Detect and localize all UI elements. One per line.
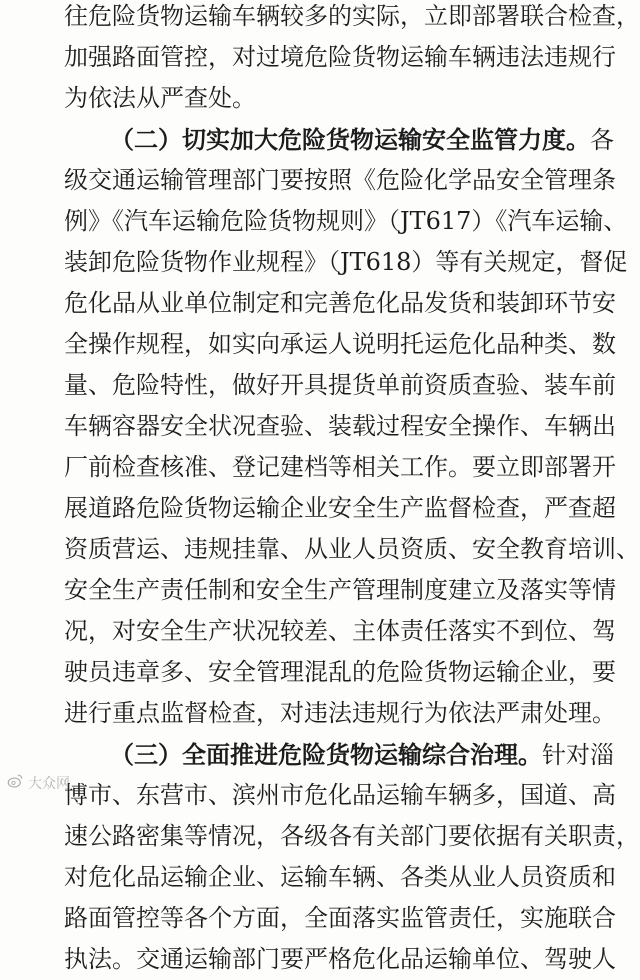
text-line: 驶员违章多、安全管理混乱的危险货物运输企业，要 bbox=[64, 658, 616, 686]
text-line: 执法。交通运输部门要严格危化品运输单位、驾驶人 bbox=[64, 945, 616, 973]
text-line: 厂前检查核准、登记建档等相关工作。要立即部署开 bbox=[64, 453, 616, 481]
document-page bbox=[64, 0, 640, 980]
text-span: 各 bbox=[590, 126, 614, 154]
text-line: 博市、东营市、滨州市危化品运输车辆多，国道、高 bbox=[64, 781, 616, 809]
text-line: 安全生产责任制和安全生产管理制度建立及落实等情 bbox=[64, 576, 616, 604]
text-line: 对危化品运输企业、运输车辆、各类从业人员资质和 bbox=[64, 863, 616, 891]
section-heading: （二）切实加大危险货物运输安全监管力度。 bbox=[110, 125, 590, 154]
text-line: 车辆容器安全状况查验、装载过程安全操作、车辆出 bbox=[64, 412, 616, 440]
watermark bbox=[6, 772, 70, 794]
text-line: 例》《汽车运输危险货物规则》（JT617）《汽车运输、 bbox=[64, 207, 628, 235]
text-line: 往危险货物运输车辆较多的实际，立即部署联合检查， bbox=[64, 2, 640, 30]
text-line: 全操作规程，如实向承运人说明托运危化品种类、数 bbox=[64, 330, 616, 358]
text-line: 展道路危险货物运输企业安全生产监督检查，严查超 bbox=[64, 494, 616, 522]
text-line: 进行重点监督检查，对违法违规行为依法严肃处理。 bbox=[64, 699, 616, 727]
text-line: 危化品从业单位制定和完善危化品发货和装卸环节安 bbox=[64, 289, 616, 317]
text-line: 路面管控等各个方面，全面落实监管责任，实施联合 bbox=[64, 904, 616, 932]
text-line: 级交通运输管理部门要按照《危险化学品安全管理条 bbox=[64, 166, 616, 194]
text-line: 况，对安全生产状况较差、主体责任落实不到位、驾 bbox=[64, 617, 616, 645]
weibo-logo-icon bbox=[6, 772, 24, 794]
section-heading-line bbox=[64, 119, 624, 160]
text-span: 针对淄 bbox=[542, 741, 614, 769]
text-line: 资质营运、违规挂靠、从业人员资质、安全教育培训、 bbox=[64, 535, 640, 563]
text-line: 加强路面管控，对过境危险货物运输车辆违法违规行 bbox=[64, 43, 616, 71]
text-line: 为依法从严查处。 bbox=[64, 84, 256, 112]
section-heading: （三）全面推进危险货物运输综合治理。 bbox=[110, 740, 542, 769]
text-line: 装卸危险货物作业规程》（JT618）等有关规定，督促 bbox=[64, 248, 628, 276]
text-line: 量、危险特性，做好开具提货单前资质查验、装车前 bbox=[64, 371, 616, 399]
section-heading-line bbox=[64, 734, 624, 775]
watermark-text: 大众网 bbox=[28, 776, 70, 792]
text-line: 速公路密集等情况，各级各有关部门要依据有关职责， bbox=[64, 822, 640, 850]
